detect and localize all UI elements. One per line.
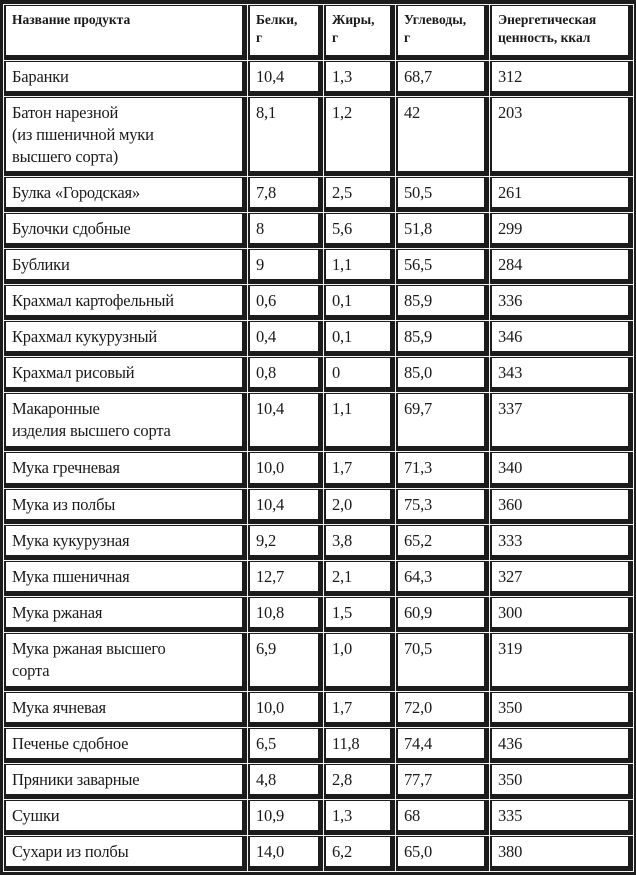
cell-carbs: 42 <box>396 97 489 176</box>
cell-fat: 1,7 <box>324 452 395 488</box>
table-row <box>4 97 634 177</box>
product-name-line: Печенье сдобное <box>12 734 129 753</box>
cell-product-name <box>4 561 247 596</box>
cell-carbs: 68 <box>396 800 489 835</box>
cell-fat: 6,2 <box>324 836 395 871</box>
product-name-line: Крахмал рисовый <box>12 363 135 382</box>
product-name-line: высшего сорта) <box>12 147 118 166</box>
product-name-line: Булка «Городская» <box>12 183 140 202</box>
cell-energy: 336 <box>490 285 633 320</box>
header-unit: г <box>332 30 339 45</box>
cell-energy: 346 <box>490 321 633 356</box>
header-product-name <box>4 5 247 60</box>
cell-product-name <box>4 97 247 176</box>
cell-protein: 14,0 <box>248 836 323 871</box>
cell-product-name <box>4 597 247 632</box>
cell-energy: 319 <box>490 633 633 691</box>
table-row <box>4 285 634 321</box>
cell-protein: 4,8 <box>248 764 323 799</box>
header-label: Жиры, <box>332 12 375 27</box>
cell-carbs: 77,7 <box>396 764 489 799</box>
product-name-line: Мука ржаная высшего <box>12 639 166 658</box>
nutrition-table <box>4 5 634 872</box>
cell-fat: 2,1 <box>324 561 395 596</box>
header-unit: г <box>404 30 411 45</box>
product-name-line: Батон нарезной <box>12 103 119 122</box>
cell-product-name <box>4 728 247 763</box>
cell-product-name <box>4 452 247 488</box>
cell-product-name <box>4 61 247 96</box>
table-row <box>4 728 634 764</box>
cell-energy: 299 <box>490 213 633 248</box>
header-label: Название продукта <box>12 12 131 27</box>
cell-protein: 10,0 <box>248 692 323 727</box>
cell-product-name <box>4 249 247 284</box>
cell-product-name <box>4 489 247 524</box>
cell-carbs: 64,3 <box>396 561 489 596</box>
product-name-line: Макаронные <box>12 399 100 418</box>
cell-protein: 10,4 <box>248 489 323 524</box>
cell-energy: 261 <box>490 177 633 212</box>
cell-carbs: 68,7 <box>396 61 489 96</box>
table-row <box>4 692 634 728</box>
product-name-line: Булочки сдобные <box>12 219 131 238</box>
header-unit: г <box>256 30 263 45</box>
product-name-line: Сухари из полбы <box>12 842 129 861</box>
table-header-row <box>4 5 634 61</box>
product-name-line: Крахмал картофельный <box>12 291 174 310</box>
cell-carbs: 65,2 <box>396 525 489 560</box>
cell-protein: 10,9 <box>248 800 323 835</box>
cell-carbs: 56,5 <box>396 249 489 284</box>
table-body <box>4 61 634 872</box>
header-label: Белки, <box>256 12 298 27</box>
cell-energy: 337 <box>490 393 633 451</box>
header-label: Углеводы, <box>404 12 467 27</box>
cell-fat: 3,8 <box>324 525 395 560</box>
cell-protein: 7,8 <box>248 177 323 212</box>
table-row <box>4 61 634 97</box>
cell-fat: 1,3 <box>324 800 395 835</box>
cell-protein: 10,8 <box>248 597 323 632</box>
cell-carbs: 85,0 <box>396 357 489 392</box>
product-name-line: сорта <box>12 661 50 680</box>
product-name-line: Крахмал кукурузный <box>12 327 157 346</box>
table-row <box>4 525 634 561</box>
cell-product-name <box>4 764 247 799</box>
product-name-line: Баранки <box>12 67 69 86</box>
cell-carbs: 65,0 <box>396 836 489 871</box>
cell-fat: 2,0 <box>324 489 395 524</box>
cell-product-name <box>4 321 247 356</box>
cell-fat: 1,0 <box>324 633 395 691</box>
cell-energy: 312 <box>490 61 633 96</box>
cell-energy: 343 <box>490 357 633 392</box>
product-name-line: Мука ржаная <box>12 603 103 622</box>
header-protein <box>248 5 323 60</box>
cell-carbs: 60,9 <box>396 597 489 632</box>
cell-product-name <box>4 800 247 835</box>
table-row <box>4 489 634 525</box>
cell-carbs: 71,3 <box>396 452 489 488</box>
cell-carbs: 85,9 <box>396 285 489 320</box>
cell-protein: 0,8 <box>248 357 323 392</box>
cell-fat: 1,2 <box>324 97 395 176</box>
cell-product-name <box>4 836 247 871</box>
cell-product-name <box>4 213 247 248</box>
cell-product-name <box>4 525 247 560</box>
cell-energy: 327 <box>490 561 633 596</box>
cell-energy: 335 <box>490 800 633 835</box>
table-row <box>4 561 634 597</box>
product-name-line: Сушки <box>12 806 60 825</box>
cell-energy: 436 <box>490 728 633 763</box>
cell-protein: 12,7 <box>248 561 323 596</box>
product-name-line: Мука ячневая <box>12 698 106 717</box>
table-row <box>4 393 634 452</box>
header-energy <box>490 5 633 60</box>
cell-fat: 0,1 <box>324 321 395 356</box>
cell-fat: 2,8 <box>324 764 395 799</box>
cell-energy: 350 <box>490 764 633 799</box>
cell-product-name <box>4 633 247 691</box>
cell-fat: 1,3 <box>324 61 395 96</box>
cell-fat: 5,6 <box>324 213 395 248</box>
cell-protein: 0,6 <box>248 285 323 320</box>
cell-product-name <box>4 357 247 392</box>
cell-carbs: 69,7 <box>396 393 489 451</box>
product-name-line: Мука пшеничная <box>12 567 130 586</box>
cell-fat: 1,7 <box>324 692 395 727</box>
table-row <box>4 633 634 692</box>
table-row <box>4 357 634 393</box>
table-row <box>4 177 634 213</box>
product-name-line: Пряники заварные <box>12 770 140 789</box>
cell-protein: 9 <box>248 249 323 284</box>
product-name-line: Бублики <box>12 255 70 274</box>
cell-fat: 1,1 <box>324 393 395 451</box>
cell-product-name <box>4 285 247 320</box>
cell-fat: 11,8 <box>324 728 395 763</box>
cell-protein: 8,1 <box>248 97 323 176</box>
product-name-line: Мука кукурузная <box>12 531 130 550</box>
cell-product-name <box>4 692 247 727</box>
cell-protein: 8 <box>248 213 323 248</box>
table-row <box>4 800 634 836</box>
cell-fat: 0,1 <box>324 285 395 320</box>
cell-carbs: 75,3 <box>396 489 489 524</box>
header-fat <box>324 5 395 60</box>
cell-protein: 0,4 <box>248 321 323 356</box>
cell-protein: 10,4 <box>248 393 323 451</box>
header-carbs <box>396 5 489 60</box>
table-row <box>4 321 634 357</box>
cell-protein: 10,0 <box>248 452 323 488</box>
cell-protein: 6,5 <box>248 728 323 763</box>
cell-carbs: 72,0 <box>396 692 489 727</box>
cell-carbs: 74,4 <box>396 728 489 763</box>
cell-carbs: 70,5 <box>396 633 489 691</box>
table-row <box>4 213 634 249</box>
cell-carbs: 50,5 <box>396 177 489 212</box>
cell-energy: 350 <box>490 692 633 727</box>
cell-product-name <box>4 393 247 451</box>
cell-product-name <box>4 177 247 212</box>
cell-fat: 1,1 <box>324 249 395 284</box>
cell-protein: 10,4 <box>248 61 323 96</box>
table-row <box>4 764 634 800</box>
cell-fat: 0 <box>324 357 395 392</box>
header-unit: ценность, ккал <box>498 30 591 45</box>
cell-energy: 203 <box>490 97 633 176</box>
table-row <box>4 452 634 489</box>
product-name-line: (из пшеничной муки <box>12 125 154 144</box>
product-name-line: изделия высшего сорта <box>12 421 171 440</box>
cell-energy: 333 <box>490 525 633 560</box>
product-name-line: Мука гречневая <box>12 458 120 477</box>
cell-energy: 380 <box>490 836 633 871</box>
table-row <box>4 836 634 872</box>
cell-protein: 9,2 <box>248 525 323 560</box>
table-row <box>4 249 634 285</box>
product-name-line: Мука из полбы <box>12 495 116 514</box>
cell-carbs: 51,8 <box>396 213 489 248</box>
cell-energy: 300 <box>490 597 633 632</box>
cell-energy: 284 <box>490 249 633 284</box>
table-row <box>4 597 634 633</box>
cell-protein: 6,9 <box>248 633 323 691</box>
cell-carbs: 85,9 <box>396 321 489 356</box>
cell-energy: 360 <box>490 489 633 524</box>
cell-fat: 1,5 <box>324 597 395 632</box>
header-label: Энергетическая <box>498 12 597 27</box>
cell-fat: 2,5 <box>324 177 395 212</box>
cell-energy: 340 <box>490 452 633 488</box>
